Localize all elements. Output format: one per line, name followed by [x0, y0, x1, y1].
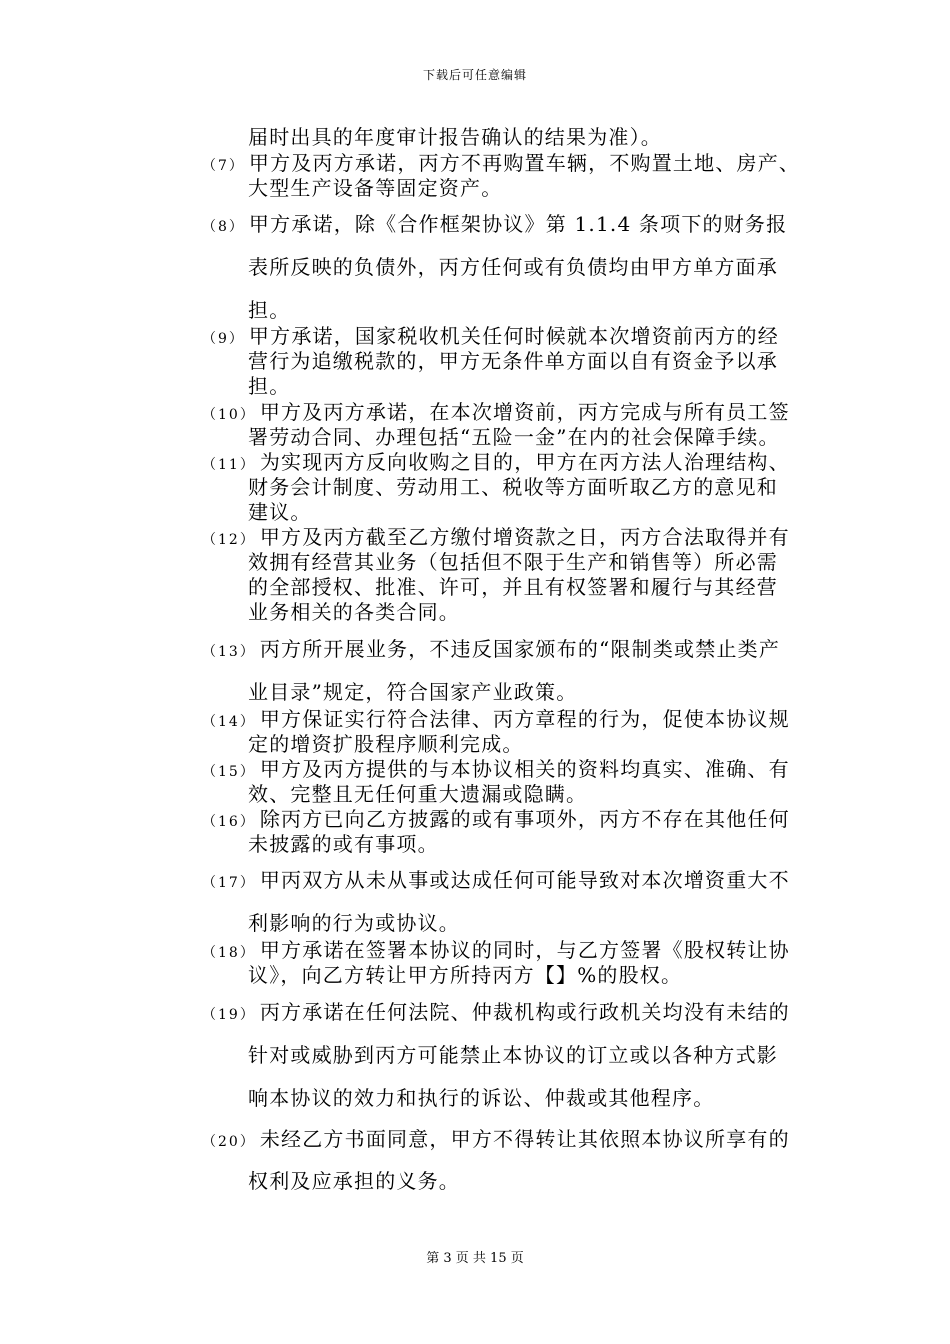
clause-8-line-2: 表所反映的负债外，丙方任何或有负债均由甲方单方面承 [248, 255, 778, 279]
clause-12-line-3: 的全部授权、批准、许可，并且有权签署和履行与其经营 [248, 575, 778, 599]
clause-7-line-2: 大型生产设备等固定资产。 [248, 176, 503, 200]
clause-8-line-1: （8） 甲方承诺，除《合作框架协议》第 1.1.4 条项下的财务报 [202, 212, 788, 236]
clause-7-line-1: （7） 甲方及丙方承诺，丙方不再购置车辆，不购置土地、房产、 [202, 151, 801, 175]
clause-number: （13） [202, 644, 256, 660]
clause-number: （18） [202, 945, 256, 961]
clause-13-line-1: （13） 丙方所开展业务，不违反国家颁布的“限制类或禁止类产 [202, 637, 781, 661]
clause-9-line-3: 担。 [248, 374, 291, 398]
clause-number: （9） [202, 331, 245, 347]
clause-15-line-2: 效、完整且无任何重大遗漏或隐瞒。 [248, 782, 588, 806]
clause-19-line-3: 响本协议的效力和执行的诉讼、仲裁或其他程序。 [248, 1086, 715, 1110]
clause-number: （12） [202, 532, 256, 548]
clause-12-line-2: 效拥有经营其业务（包括但不限于生产和销售等）所必需 [248, 550, 778, 574]
clause-10-line-2: 署劳动合同、办理包括“五险一金”在内的社会保障手续。 [248, 425, 780, 449]
clause-11-line-2: 财务会计制度、劳动用工、税收等方面听取乙方的意见和 [248, 475, 778, 499]
clause-20-line-2: 权利及应承担的义务。 [248, 1169, 460, 1193]
clause-10-line-1: （10） 甲方及丙方承诺，在本次增资前，丙方完成与所有员工签 [202, 400, 790, 424]
clause-19-line-1: （19） 丙方承诺在任何法院、仲裁机构或行政机关均没有未结的 [202, 1000, 790, 1024]
clause-17-line-2: 利影响的行为或协议。 [248, 911, 460, 935]
paragraph-line: 届时出具的年度审计报告确认的结果为准）。 [248, 125, 662, 149]
clause-9-line-2: 营行为追缴税款的，甲方无条件单方面以自有资金予以承 [248, 349, 778, 373]
clause-14-line-2: 定的增资扩股程序顺利完成。 [248, 732, 524, 756]
clause-15-line-1: （15） 甲方及丙方提供的与本协议相关的资料均真实、准确、有 [202, 757, 790, 781]
clause-number: （14） [202, 714, 256, 730]
clause-17-line-1: （17） 甲丙双方从未从事或达成任何可能导致对本次增资重大不 [202, 868, 790, 892]
clause-number: （11） [202, 457, 256, 473]
clause-number: （15） [202, 764, 256, 780]
clause-13-line-2: 业目录”规定，符合国家产业政策。 [248, 680, 578, 704]
clause-16-line-2: 未披露的或有事项。 [248, 832, 439, 856]
clause-number: （19） [202, 1007, 256, 1023]
clause-number: （8） [202, 219, 245, 235]
clause-12-line-1: （12） 甲方及丙方截至乙方缴付增资款之日，丙方合法取得并有 [202, 525, 790, 549]
clause-8-line-3: 担。 [248, 298, 291, 322]
page-footer: 第 3 页 共 15 页 [426, 1251, 524, 1266]
clause-12-line-4: 业务相关的各类合同。 [248, 600, 460, 624]
clause-16-line-1: （16） 除丙方已向乙方披露的或有事项外，丙方不存在其他任何 [202, 807, 790, 831]
clause-number: （7） [202, 158, 245, 174]
clause-number: （17） [202, 875, 256, 891]
clause-19-line-2: 针对或威胁到丙方可能禁止本协议的订立或以各种方式影 [248, 1043, 778, 1067]
clause-number: （16） [202, 814, 256, 830]
clause-number: （20） [202, 1134, 256, 1150]
clause-20-line-1: （20） 未经乙方书面同意，甲方不得转让其依照本协议所享有的 [202, 1127, 790, 1151]
clause-11-line-3: 建议。 [248, 500, 312, 524]
clause-number: （10） [202, 407, 256, 423]
clause-18-line-1: （18） 甲方承诺在签署本协议的同时，与乙方签署《股权转让协 [202, 938, 790, 962]
page-header: 下载后可任意编辑 [422, 68, 527, 82]
clause-14-line-1: （14） 甲方保证实行符合法律、丙方章程的行为，促使本协议规 [202, 707, 790, 731]
clause-9-line-1: （9） 甲方承诺，国家税收机关任何时候就本次增资前丙方的经 [202, 324, 779, 348]
clause-11-line-1: （11） 为实现丙方反向收购之目的，甲方在丙方法人治理结构、 [202, 450, 790, 474]
clause-18-line-2: 议》，向乙方转让甲方所持丙方【】%的股权。 [248, 963, 683, 987]
